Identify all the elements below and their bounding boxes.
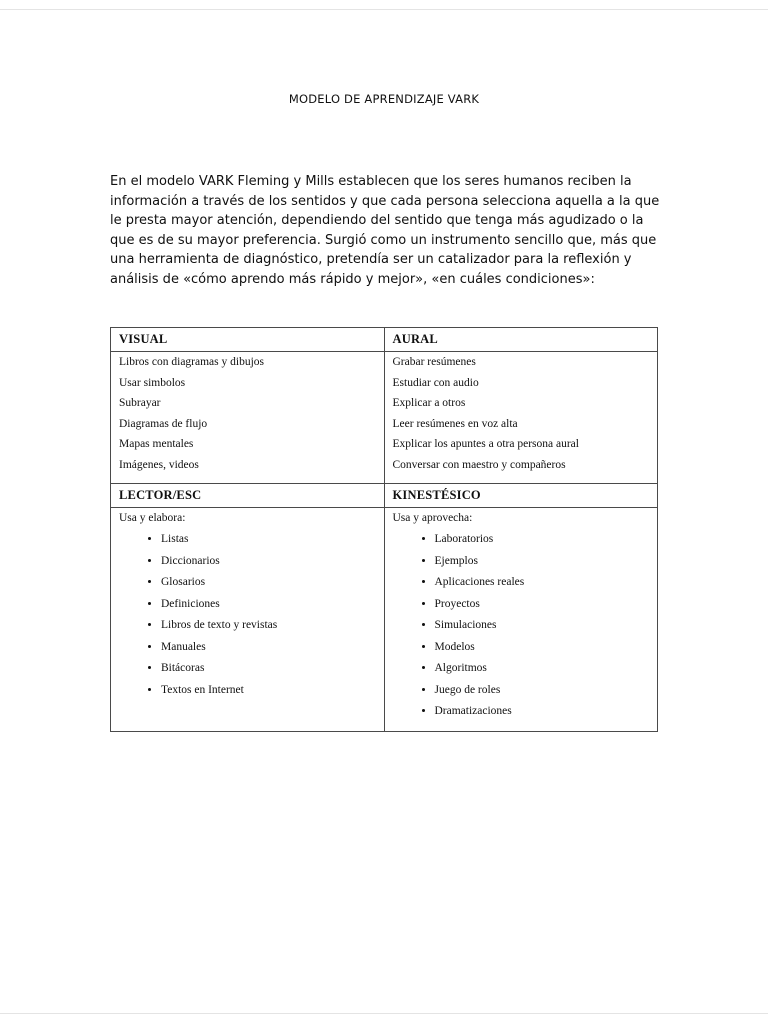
list-item: • Definiciones <box>161 598 376 611</box>
kinestesico-intro: Usa y aprovecha: <box>392 512 473 524</box>
lector-items-cell <box>111 508 385 732</box>
list-item: • Simulaciones <box>435 619 650 632</box>
visual-item: Usar simbolos <box>119 376 186 389</box>
visual-item: Imágenes, videos <box>119 458 199 471</box>
list-item: • Proyectos <box>435 598 650 611</box>
list-item: • Glosarios <box>161 576 376 589</box>
list-item: • Diccionarios <box>161 555 376 568</box>
list-item: • Juego de roles <box>435 684 650 697</box>
visual-item: Libros con diagramas y dibujos <box>119 356 265 368</box>
aural-item: Estudiar con audio <box>392 376 479 389</box>
list-item: • Dramatizaciones <box>435 705 650 718</box>
visual-item: Subrayar <box>119 397 161 409</box>
document-title: MODELO DE APRENDIZAJE VARK <box>288 92 480 106</box>
lector-intro: Usa y elabora: <box>119 512 186 524</box>
kinestesico-list <box>393 533 650 718</box>
list-item: • Bitácoras <box>161 662 376 675</box>
aural-item: Conversar con maestro y compañeros <box>392 458 566 471</box>
list-item: • Textos en Internet <box>161 684 376 697</box>
vark-table <box>110 327 658 732</box>
list-item: • Manuales <box>161 641 376 654</box>
list-item: • Modelos <box>435 641 650 654</box>
aural-item: Leer resúmenes en voz alta <box>392 417 518 430</box>
list-item: • Aplicaciones reales <box>435 576 650 589</box>
intro-paragraph: En el modelo VARK Fleming y Mills establecen que los seres humanos reciben la información a través de los sentidos y que cada persona selecciona aquella a la que le presta mayor atención, dependiendo del sentido que tenga más agudizado o la que es de su mayor preferencia. Surgió como un instrumento sencillo que, más que una herramienta de diagnóstico, pretendía ser un catalizador para la reflexión y análisis de «cómo aprendo más rápido y mejor», «en cuáles condiciones»: <box>110 174 660 287</box>
aural-item: Grabar resúmenes <box>392 356 476 368</box>
list-item: • Algoritmos <box>435 662 650 675</box>
aural-items-cell <box>384 352 658 484</box>
visual-item: Diagramas de flujo <box>119 417 208 430</box>
list-item: • Laboratorios <box>435 533 650 546</box>
aural-header-cell: AURAL <box>384 328 658 352</box>
lector-list <box>119 533 376 697</box>
kinestesico-items-cell <box>384 508 658 732</box>
list-item: • Listas <box>161 533 376 546</box>
visual-item: Mapas mentales <box>119 438 194 450</box>
visual-items-cell <box>111 352 385 484</box>
aural-item: Explicar a otros <box>392 397 466 409</box>
header-row-top <box>111 328 658 352</box>
body-row-top <box>111 352 658 484</box>
kinestesico-header-cell: KINESTÉSICO <box>384 484 658 508</box>
list-item: • Libros de texto y revistas <box>161 619 376 632</box>
aural-item: Explicar los apuntes a otra persona aural <box>392 438 579 450</box>
visual-header-cell: VISUAL <box>111 328 385 352</box>
list-item: • Ejemplos <box>435 555 650 568</box>
page-edge-bottom <box>0 1013 768 1014</box>
lector-header-cell: LECTOR/ESC <box>111 484 385 508</box>
body-row-bottom <box>111 508 658 732</box>
page-edge-top <box>0 9 768 10</box>
header-row-bottom <box>111 484 658 508</box>
